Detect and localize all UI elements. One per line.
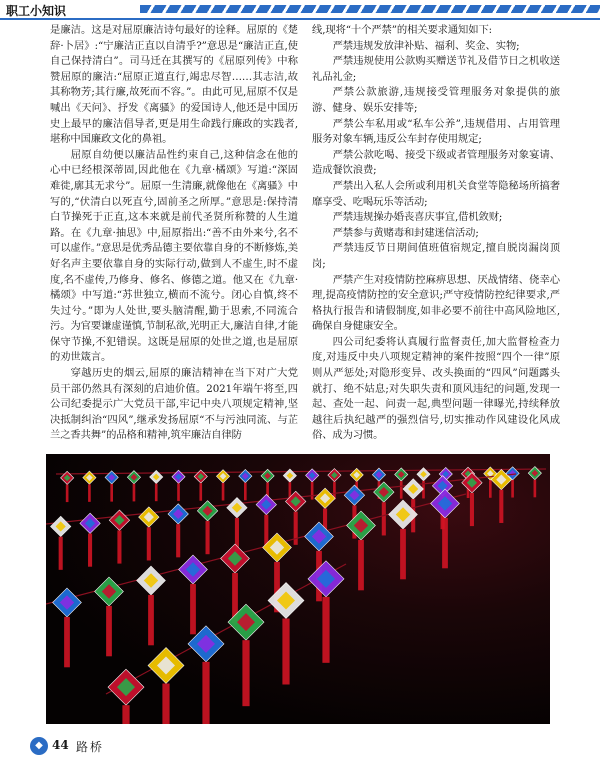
paragraph: 严禁参与黄赌毒和封建迷信活动;	[332, 226, 479, 239]
paragraph: 屈原自幼便以廉洁品性约束自己,这种信念在他的心中已经根深蒂固,因此他在《九章·橘颂》写道:“深固难徙,廓其无求兮”。屈原一生清廉,就像他在《离骚》中写的,“伏清白以死直兮,固前圣之所厚。”意思是:保持清白节操死于正直,这本来就是前代圣贤所称赞的人生道路。在《九章·抽思》中,屈原指出:“善不由外来兮,名不可以虚作。”意思是优秀品德主要依靠自身的不断修炼,美好名声主要依靠自身的实际行动,做到人不虚生,时不虚度,名不虚传,乃修身、修名、修德之道。他又在《九章·橘颂》中写道:“苏世独立,横而不流兮。闭心自慎,终不失过兮。”即为人处世,要头脑清醒,勤于思索,不同流合污。为官要谦虚谨慎,节制私欲,光明正大,廉洁自律,才能保守节操,不犯错误。这既是屈原的处世之道,也是屈原的劝世箴言。	[50, 148, 298, 364]
paragraph: 严禁公款吃喝、接受下级或者管理服务对象宴请、造成餐饮浪费;	[312, 148, 560, 177]
tassel	[311, 482, 314, 500]
left-text-column	[50, 23, 298, 444]
tassel	[322, 597, 329, 663]
paragraph: 严禁违反节日期间值班值宿规定,擅自脱岗漏岗顶岗;	[312, 242, 560, 270]
tassel	[117, 530, 121, 563]
paragraph: 严禁违规发放津补贴、福利、奖金、实物;	[332, 39, 520, 52]
paragraph: 严禁违规使用公款购买赠送节礼及借节日之机收送礼品礼金;	[312, 55, 560, 83]
paragraph: 严禁产生对疫情防控麻痹思想、厌战情绪、侥幸心理,提高疫情防控的安全意识;严守疫情防控纪律要求,严格执行报告和请假制度,如非必要不前往中高风险地区,确保自身健康安全。	[312, 273, 560, 333]
paragraph: 严禁公车私用或“私车公养”,违规借用、占用管理服务对象车辆,违反公车封存使用规定;	[312, 117, 560, 146]
tassel	[64, 617, 70, 667]
tassel	[499, 490, 503, 523]
column-title: 职工小知识	[6, 4, 67, 18]
tassel	[282, 619, 289, 685]
tassel	[133, 484, 136, 502]
tassel	[122, 705, 129, 724]
paragraph: 穿越历史的烟云,屈原的廉洁精神在当下对广大党员干部仍然具有深刻的启迪价值。2021年端午将至,四公司纪委提示广大党员干部,牢记中央八项规定精神,坚决抵制纠治“四风”,继承发扬屈原“不与污浊同流、与芷兰之香共舞”的品格和精神,筑牢廉洁自律防	[50, 367, 298, 442]
tassel	[59, 537, 63, 570]
tassel	[400, 529, 406, 579]
tassel	[190, 584, 196, 634]
tassel	[358, 540, 364, 590]
tassel	[382, 502, 386, 535]
magazine-name: 路桥	[76, 740, 105, 754]
tassel	[177, 483, 180, 501]
tassel	[176, 524, 180, 557]
tassel	[242, 640, 249, 706]
footer-logo-icon: ◆	[30, 737, 48, 755]
tassel	[66, 484, 69, 502]
sachet-strings-icon	[46, 454, 550, 724]
tassel	[470, 493, 474, 526]
header-stripe	[140, 5, 600, 13]
tassel	[222, 483, 225, 501]
tassel	[511, 480, 514, 498]
tassel	[110, 484, 113, 502]
right-text-column	[312, 23, 560, 444]
paragraph: 四公司纪委将认真履行监督责任,加大监督检查力度,对违反中央八项规定精神的案件按照“四个一律”原则从严惩处;对隐形变异、改头换面的“四风”问题露头就打、绝不姑息;对失职失责和顶风违纪的问题,发现一起、查处一起、问责一起,典型问题一律曝光,持续释放越往后执纪越严的强烈信号,切实推动作风建设化风成俗、成为习惯。	[312, 335, 560, 442]
paragraph: 严禁公款旅游,违规接受管理服务对象提供的旅游、健身、娱乐安排等;	[312, 86, 560, 114]
sachet-photo	[46, 454, 550, 724]
tassel	[162, 684, 169, 725]
paragraph: 线,现将“十个严禁”的相关要求通知如下:	[312, 24, 493, 36]
page-number: 44	[52, 738, 69, 752]
header-rule	[0, 18, 600, 20]
tassel	[206, 521, 210, 554]
tassel	[106, 606, 112, 656]
tassel	[88, 534, 92, 567]
paragraph: 严禁违规操办婚丧喜庆事宜,借机敛财;	[332, 211, 503, 224]
tassel	[148, 595, 154, 645]
tassel	[155, 484, 158, 502]
tassel	[294, 512, 298, 545]
tassel	[400, 481, 403, 499]
paragraph: 是廉洁。这是对屈原廉洁诗句最好的诠释。屈原的《楚辞·卜居》:“宁廉洁正直以自清乎?”意思是“廉洁正直,使自己保持清白”。司马迁在其撰写的《屈原列传》中称赞屈原的廉洁:“屈原正道直行,竭忠尽智……其志洁,故其称物芳;其行廉,故死而不容。”。由此可见,屈原不仅是喊出《天问》、抒发《离骚》的爱国诗人,他还是中国历史上最早的廉洁倡导者,更是用生命践行廉政的实践者,堪称中国廉政文化的鼻祖。	[50, 24, 298, 146]
tassel	[147, 527, 151, 560]
tassel	[244, 483, 247, 501]
paragraph: 严禁出入私人会所或利用机关食堂等隐秘场所搞奢靡享受、吃喝玩乐等活动;	[312, 179, 560, 208]
tassel	[202, 662, 209, 724]
tassel	[534, 480, 537, 498]
tassel	[199, 483, 202, 501]
page-header	[0, 0, 600, 20]
tassel	[489, 480, 492, 498]
tassel	[88, 484, 91, 502]
tassel	[442, 518, 448, 568]
